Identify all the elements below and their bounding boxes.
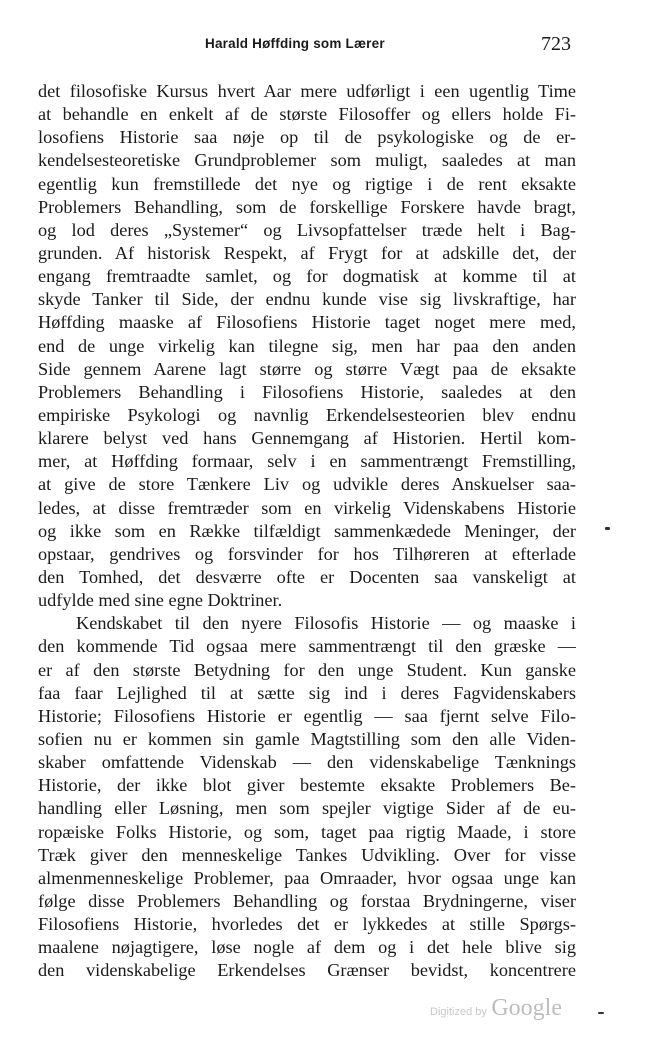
text-line: følge disse Problemers Behandling og forstaa Brydningerne, viser [38,890,576,911]
text-line: ropæiske Folks Historie, og som, taget paa rigtig Maade, i store [38,821,576,842]
text-line: faa faar Lejlighed til at sætte sig ind i deres Fagvidenskabers [38,682,576,703]
digitized-watermark [430,995,562,1022]
text-line: den kommende Tid ogsaa mere sammentrængt til den græske — [38,636,576,657]
text-line: at give de store Tænkere Liv og udvikle deres Anskuelser saa- [38,474,576,495]
scan-speck [605,527,610,530]
text-line: sofien nu er kommen sin gamle Magtstilling som den alle Viden- [38,728,576,749]
text-line: opstaar, gendrives og forsvinder for hos Tilhøreren at efterlade [38,543,576,564]
paragraph-2 [38,612,576,982]
text-line: Træk giver den menneskelige Tankes Udvikling. Over for visse [38,844,576,865]
text-line: og lod deres „Systemer“ og Livsopfattelser træde helt i Bag- [38,219,576,240]
text-line: engang fremtraadte samlet, og for dogmatisk at komme til at [38,266,576,287]
digitized-prefix: Digitized by [430,1006,487,1018]
text-line: Problemers Behandling, som de forskellige Forskere havde bragt, [38,196,576,217]
text-line: kendelsesteoretiske Grundproblemer som muligt, saaledes at man [38,150,576,171]
running-title: Harald Høffding som Lærer [205,36,385,51]
text-line: Historie, der ikke blot giver bestemte eksakte Problemers Be- [38,775,576,796]
text-line: og ikke som en Række tilfældigt sammenkædede Meninger, der [38,520,576,541]
text-line: Høffding maaske af Filosofiens Historie taget noget mere med, [38,312,576,333]
text-line: empiriske Psykologi og navnlig Erkendelsesteorien blev endnu [38,404,576,425]
text-line: det filosofiske Kursus hvert Aar mere udførligt i een ugentlig Time [38,81,576,101]
body-text [38,80,576,982]
text-line: den videnskabelige Erkendelses Grænser bevidst, koncentrere [38,960,576,981]
text-line: er af den største Betydning for den unge Student. Kun ganske [38,659,576,680]
scan-speck [598,1012,604,1014]
text-line: skaber omfattende Videnskab — den videnskabelige Tænknings [38,752,576,773]
paragraph-1 [38,80,576,612]
text-line: skyde Tanker til Side, der endnu kunde vise sig livskraftige, har [38,289,576,310]
google-wordmark: Google [491,995,562,1021]
text-line: Problemers Behandling i Filosofiens Historie, saaledes at den [38,381,576,402]
text-line: maalene nøjagtigere, løse nogle af dem og i det hele blive sig [38,937,576,958]
text-line: almenmenneskelige Problemer, paa Omraader, hvor ogsaa unge kan [38,867,576,888]
text-line: handling eller Løsning, men som spejler vigtige Sider af de eu- [38,798,576,819]
text-line: mer, at Høffding formaar, selv i en sammentrængt Fremstilling, [38,451,576,472]
text-line: den Tomhed, det desværre ofte er Docenten saa vanskeligt at [38,566,576,587]
text-line: egentlig kun fremstillede det nye og rigtige i de rent eksakte [38,173,576,194]
text-line: udfylde med sine egne Doktriner. [38,590,283,611]
page-number: 723 [541,33,571,55]
text-line: Historie; Filosofiens Historie er egentlig — saa fjernt selve Filo- [38,705,576,726]
text-line: ledes, at disse fremtræder som en virkelig Videnskabens Historie [38,497,576,518]
text-line: klarere belyst ved hans Gennemgang af Historien. Hertil kom- [38,428,576,449]
text-line: end de unge virkelig kan tilegne sig, men har paa den anden [38,335,576,356]
text-line: grunden. Af historisk Respekt, af Frygt for at adskille det, der [38,242,576,263]
text-line: at behandle en enkelt af de største Filosoffer og ellers holde Fi- [38,104,576,125]
text-line: Filosofiens Historie, hvorledes det er lykkedes at stille Spørgs- [38,914,576,935]
text-line: Kendskabet til den nyere Filosofis Historie — og maaske i [76,613,576,634]
text-line: Side gennem Aarene lagt større og større Vægt paa de eksakte [38,358,576,379]
text-line: losofiens Historie saa nøje op til de psykologiske og de er- [38,127,576,148]
